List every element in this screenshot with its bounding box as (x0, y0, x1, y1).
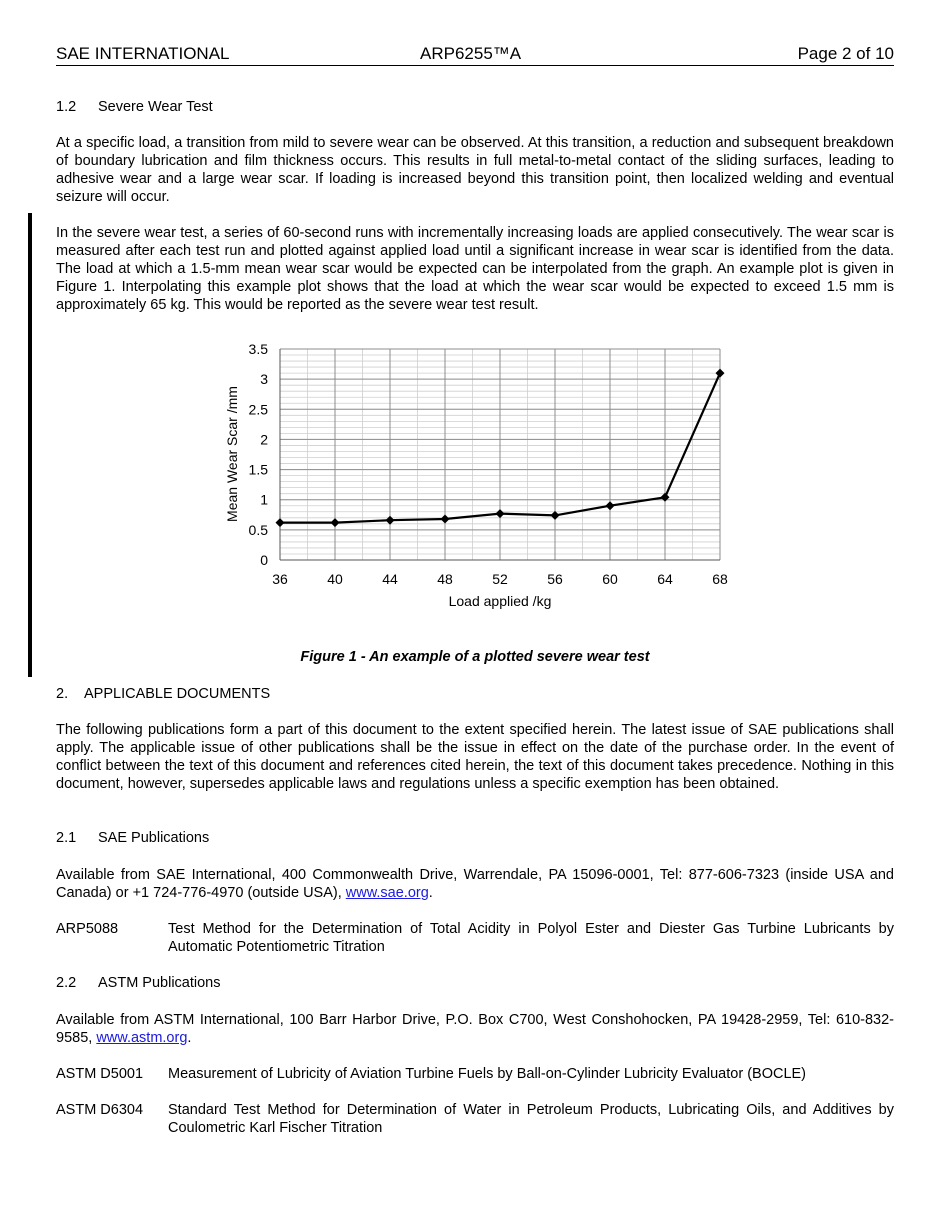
x-tick-label: 44 (382, 571, 398, 587)
reference-title: Measurement of Lubricity of Aviation Turbine Fuels by Ball-on-Cylinder Lubricity Evaluator (BOCLE) (168, 1066, 807, 1082)
section-2-2-heading (56, 974, 894, 992)
astm-availability-paragraph (56, 1011, 894, 1047)
y-tick-label: 3.5 (248, 341, 268, 357)
x-tick-label: 56 (547, 571, 563, 587)
section-number: 2. (56, 686, 69, 702)
x-tick-label: 68 (712, 571, 728, 587)
sae-availability-end: . (428, 885, 433, 901)
chart-y-tick-labels (249, 341, 269, 568)
data-point-marker (551, 511, 560, 520)
section-number: 1.2 (56, 99, 77, 115)
y-tick-label: 1 (260, 491, 268, 508)
figure-caption: Figure 1 - An example of a plotted severe wear test (300, 649, 650, 665)
chart-x-axis-label: Load applied /kg (448, 593, 552, 609)
reference-id: ARP5088 (56, 921, 119, 937)
x-tick-label: 48 (437, 571, 453, 587)
sae-availability-text: Available from SAE International, 400 Commonwealth Drive, Warrendale, PA 15096-0001, Tel: 877-606-7323 (inside USA and Canada) or +1 724-776-4970 (outside USA), (56, 867, 894, 901)
data-point-marker (716, 369, 725, 378)
x-tick-label: 52 (492, 571, 508, 587)
data-point-marker (331, 518, 340, 527)
astm-availability-end: . (187, 1030, 192, 1046)
y-tick-label: 0 (260, 552, 268, 568)
section-title: Severe Wear Test (98, 99, 213, 115)
reference-title: Standard Test Method for Determination of Water in Petroleum Products, Lubricating Oils, and Additives by Coulometric Karl Fischer Titration (168, 1102, 894, 1136)
reference-id: ASTM D6304 (56, 1102, 144, 1118)
data-point-marker (441, 515, 450, 524)
section-2-1-heading (56, 829, 894, 847)
header-page-number: Page 2 of 10 (797, 44, 894, 63)
header-publisher: SAE INTERNATIONAL (56, 44, 230, 63)
x-tick-label: 64 (657, 571, 673, 587)
y-tick-label: 2 (260, 431, 268, 448)
applicable-documents-paragraph: The following publications form a part of this document to the extent specified herein. The latest issue of SAE publications shall apply. The applicable issue of other publications shall be the issue in effect on the date of the purchase order. In the event of conflict between the text of this document and references cited herein, the text of this document takes precedence. Nothing in this document, however, supersedes applicable laws and regulations unless a specific exemption has been obtained. (56, 722, 894, 792)
section-title: SAE Publications (98, 830, 210, 846)
reference-id: ASTM D5001 (56, 1066, 144, 1082)
header-document-number: ARP6255™A (420, 44, 522, 63)
section-2-heading (56, 685, 894, 703)
chart-y-axis-label: Mean Wear Scar /mm (224, 386, 240, 522)
data-point-marker (496, 509, 505, 518)
astm-availability-text: Available from ASTM International, 100 Barr Harbor Drive, P.O. Box C700, West Conshohocken, PA 19428-2959, Tel: 610-832-9585, (56, 1012, 894, 1046)
data-point-marker (386, 516, 395, 525)
section-title: ASTM Publications (98, 975, 221, 991)
data-point-marker (276, 518, 285, 527)
chart-x-tick-labels (272, 571, 728, 587)
section-number: 2.1 (56, 830, 77, 846)
reference-entry-arp5088 (56, 920, 894, 956)
y-tick-label: 3 (260, 371, 268, 388)
severe-wear-paragraph-2: In the severe wear test, a series of 60-second runs with incrementally increasing loads are applied consecutively. The wear scar is measured after each test run and plotted against applied load until a significant increase in wear scar is identified from the data. The load at which a 1.5-mm mean wear scar would be expected can be interpolated from the graph. An example plot is given in Figure 1. Interpolating this example plot shows that the load at which the wear scar would be expected to exceed 1.5 mm is approximately 65 kg. This would be reported as the severe wear test result. (56, 225, 894, 313)
chart-major-gridlines (280, 349, 720, 560)
data-point-marker (606, 501, 615, 510)
x-tick-label: 40 (327, 571, 343, 587)
x-tick-label: 60 (602, 571, 618, 587)
severe-wear-paragraph-1: At a specific load, a transition from mild to severe wear can be observed. At this transition, a reduction and subsequent breakdown of boundary lubrication and film thickness occurs. This results in full metal-to-metal contact of the sliding surfaces, leading to adhesive wear and a large wear scar. If loading is increased beyond this transition point, then localized welding and eventual seizure will occur. (56, 135, 894, 205)
data-point-marker (661, 493, 670, 502)
reference-entry-astm-d6304 (56, 1101, 894, 1137)
astm-website-link[interactable]: www.astm.org (96, 1030, 188, 1046)
reference-entry-astm-d5001 (56, 1065, 894, 1083)
y-tick-label: 0.5 (248, 521, 268, 538)
section-title: APPLICABLE DOCUMENTS (84, 686, 271, 702)
reference-title: Test Method for the Determination of Total Acidity in Polyol Ester and Diester Gas Turbine Lubricants by Automatic Potentiometric Titration (168, 921, 894, 955)
x-tick-label: 36 (272, 571, 288, 587)
sae-website-link[interactable]: www.sae.org (345, 885, 429, 901)
y-tick-label: 2.5 (248, 401, 268, 418)
y-tick-label: 1.5 (248, 461, 268, 478)
section-number: 2.2 (56, 975, 77, 991)
sae-availability-paragraph (56, 866, 894, 902)
